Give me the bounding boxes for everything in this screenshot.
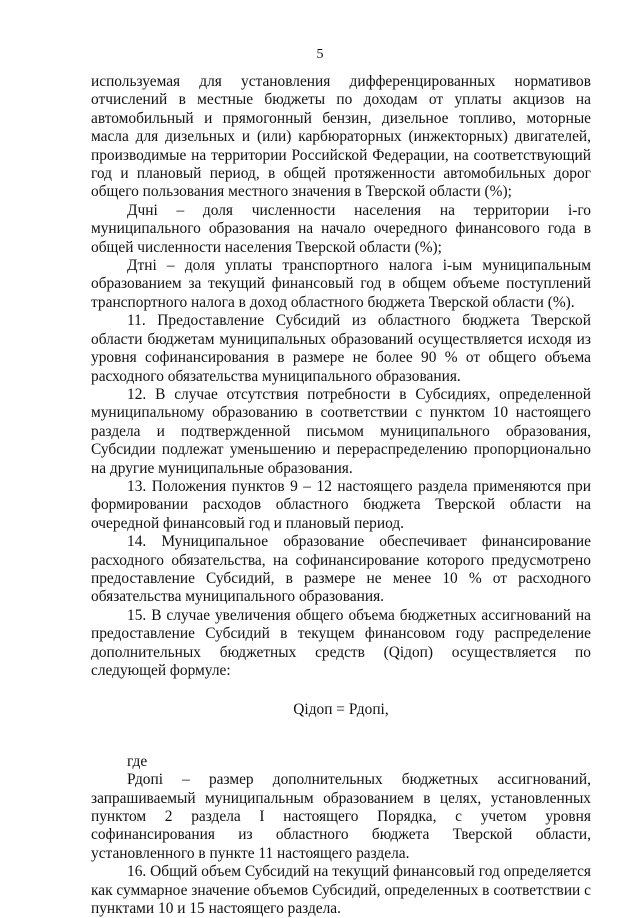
formula: Qiдоп = Рдопi, (293, 701, 389, 719)
paragraph-dchn-definition: Дчнi – доля численности населения на территории i-го муниципального образования на начало очередного финансового года в общей численности населения Тверской области (%); (91, 201, 591, 256)
paragraph-item-13: 13. Положения пунктов 9 – 12 настоящего раздела применяются при формировании расходов областного бюджета Тверской области на очередной финансовый год и плановый период. (91, 477, 591, 532)
paragraph-dtn-definition: Дтнi – доля уплаты транспортного налога i-ым муниципальным образованием за текущий финансовый год в общем объеме поступлений транспортного налога в доход областного бюджета Тверской области (%). (91, 257, 591, 311)
where-label: где (127, 752, 148, 770)
paragraph-rdop-definition: Рдопi – размер дополнительных бюджетных ассигнований, запрашиваемый муниципальным образованием в целях, установленных пунктом 2 раздела I настоящего Порядка, с учетом уровня софинансирования из областного бюджета Тверской области, установленного в пункте 11 настоящего раздела. (91, 771, 591, 862)
paragraph-item-15: 15. В случае увеличения общего объема бюджетных ассигнований на предоставление Субсидий в текущем финансовом году распределение дополнительных бюджетных средств (Qiдоп) осуществляется по следующей формуле: (91, 606, 591, 679)
paragraph-item-12: 12. В случае отсутствия потребности в Субсидиях, определенной муниципальному образованию в соответствии с пунктом 10 настоящего раздела и подтвержденной письмом муниципального образования, Субсидии подлежат уменьшению и перераспределению пропорционально на другие муниципальные образования. (91, 385, 591, 477)
paragraph-continuation: используемая для установления дифференцированных нормативов отчислений в местные бюджеты по доходам от уплаты акцизов на автомобильный и прямогонный бензин, дизельное топливо, моторные масла для дизельных и (или) карбюраторных (инжекторных) двигателей, производимые на территории Российской Федерации, на соответствующий год и плановый период, в общей протяженности автомобильных дорог общего пользования местного значения в Тверской области (%); (91, 73, 591, 201)
paragraph-item-11: 11. Предоставление Субсидий из областного бюджета Тверской области бюджетам муниципальных образований осуществляется исходя из уровня софинансирования в размере не более 90 % от общего объема расходного обязательства муниципального образования. (91, 312, 591, 385)
paragraph-item-14: 14. Муниципальное образование обеспечивает финансирование расходного обязательства, на софинансирование которого предусмотрено предоставление Субсидий, в размере не менее 10 % от расходного обязательства муниципального образования. (91, 533, 591, 606)
paragraph-item-16: 16. Общий объем Субсидий на текущий финансовый год определяется как суммарное значение объемов Субсидий, определенных в соответствии с пунктами 10 и 15 настоящего раздела. (91, 863, 591, 918)
document-body (91, 73, 591, 918)
page-number: 5 (316, 47, 324, 62)
